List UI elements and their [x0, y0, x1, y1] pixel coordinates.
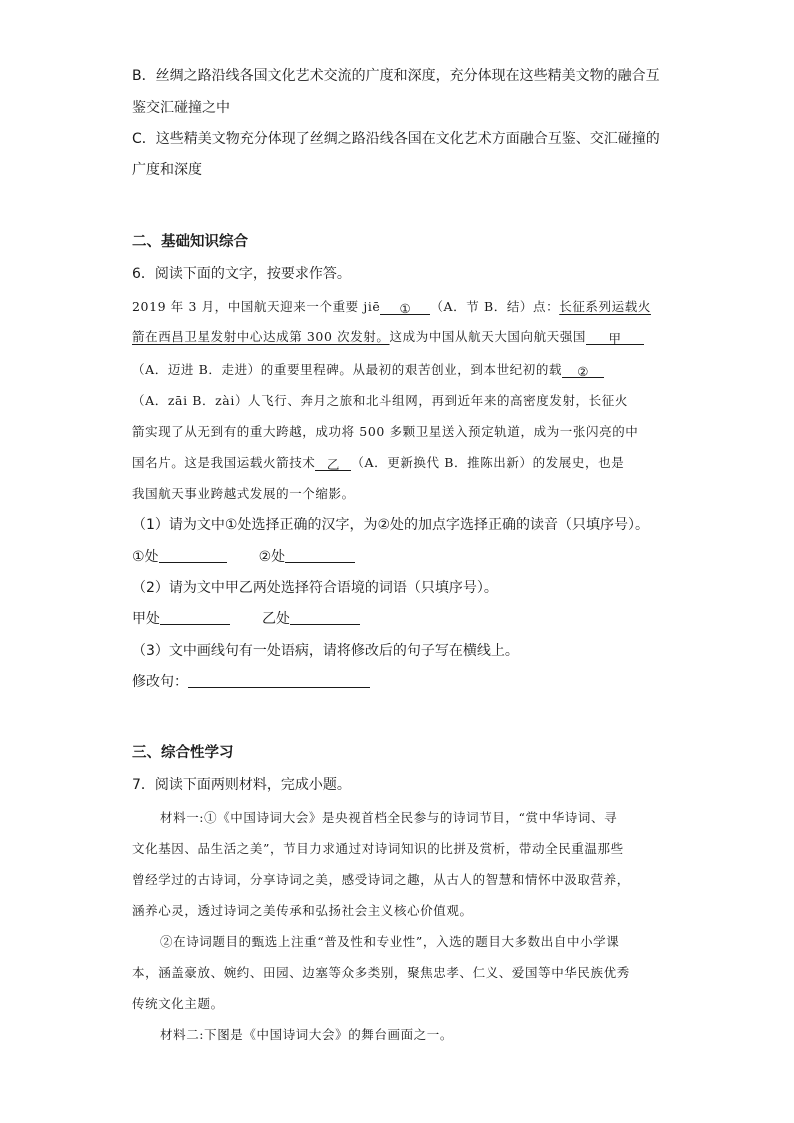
answer-row-1: [132, 547, 355, 567]
material-1-line3: 曾经学过的古诗词，分享诗词之美，感受诗词之趣，从古人的智慧和情怀中汲取营养，: [132, 872, 630, 887]
passage-text: （A．更新换代 B．推陈出新）的发展史，也是: [351, 455, 625, 470]
underlined-sentence: 长征系列运载火: [559, 299, 651, 314]
underlined-sentence: 箭在西昌卫星发射中心达成第 300 次发射。: [132, 329, 390, 344]
answer-label: 甲处: [132, 611, 160, 627]
passage-text: （A．节 B．结）点：: [430, 299, 560, 314]
passage-text: 这成为中国从航天大国向航天强国: [389, 329, 587, 344]
passage-line-4: （A．zāi B．zài）人飞行、奔月之旅和北斗组网，再到近年来的高密度发射，长征火: [132, 393, 628, 408]
passage-line-5: 箭实现了从无到有的重大跨越，成功将 500 多颗卫星送入预定轨道，成为一张闪亮的中: [132, 424, 639, 439]
section-heading-3: 三、综合性学习: [132, 745, 234, 761]
passage-text: 2019 年 3 月，中国航天迎来一个重要 jiē: [132, 299, 381, 314]
answer-blank[interactable]: [285, 547, 355, 563]
option-c-line2: 广度和深度: [132, 162, 202, 178]
answer-blank[interactable]: [188, 672, 370, 688]
answer-row-2: [132, 609, 360, 629]
blank-1: ①: [380, 299, 430, 315]
passage-line-1: [132, 297, 651, 317]
question-7-intro: 7．阅读下面两则材料，完成小题。: [132, 777, 351, 793]
answer-blank[interactable]: [290, 609, 360, 625]
question-6-1: （1）请为文中①处选择正确的汉字，为②处的加点字选择正确的读音（只填序号）。: [132, 517, 650, 533]
blank-2: ②: [562, 362, 604, 378]
material-1-para2-line2: 本，涵盖豪放、婉约、田园、边塞等众多类别，聚焦忠孝、仁义、爱国等中华民族优秀: [132, 965, 630, 980]
answer-row-3: [132, 672, 370, 692]
question-6-2: （2）请为文中甲乙两处选择符合语境的词语（只填序号）。: [132, 580, 498, 596]
material-1-line2: 文化基因、品生活之美”，节目力求通过对诗词知识的比拼及赏析，带动全民重温那些: [132, 841, 624, 856]
material-1-line4: 涵养心灵，透过诗词之美传承和弘扬社会主义核心价值观。: [132, 903, 473, 918]
answer-blank[interactable]: [159, 547, 227, 563]
passage-line-3: [132, 360, 604, 380]
material-2-line1: 材料二:下图是《中国诗词大会》的舞台画面之一。: [160, 1027, 454, 1042]
blank-jia: 甲: [586, 329, 644, 345]
material-1-line1: 材料一:①《中国诗词大会》是央视首档全民参与的诗词节目，“赏中华诗词、寻: [160, 810, 618, 825]
material-1-para2-line1: ②在诗词题目的甄选上注重“普及性和专业性”，入选的题目大多数出自中小学课: [160, 934, 620, 949]
answer-label: ②处: [258, 549, 286, 565]
section-heading-2: 二、基础知识综合: [132, 234, 248, 250]
question-6-3: （3）文中画线句有一处语病，请将修改后的句子写在横线上。: [132, 643, 519, 659]
material-1-para2-line3: 传统文化主题。: [132, 996, 224, 1011]
answer-label: 乙处: [262, 611, 290, 627]
passage-line-7: 我国航天事业跨越式发展的一个缩影。: [132, 486, 355, 501]
passage-text: 国名片。这是我国运载火箭技术: [132, 455, 316, 470]
option-c-line1: C．这些精美文物充分体现了丝绸之路沿线各国在文化艺术方面融合互鉴、交汇碰撞的: [132, 131, 660, 147]
passage-line-6: [132, 453, 624, 473]
question-6-intro: 6．阅读下面的文字，按要求作答。: [132, 266, 351, 282]
answer-blank[interactable]: [160, 609, 230, 625]
answer-label: ①处: [132, 549, 159, 565]
passage-text: （A．迈进 B．走进）的重要里程碑。从最初的艰苦创业，到本世纪初的载: [132, 362, 563, 377]
option-b-line1: B．丝绸之路沿线各国文化艺术交流的广度和深度，充分体现在这些精美文物的融合互: [132, 68, 660, 84]
option-b-line2: 鉴交汇碰撞之中: [132, 100, 230, 116]
passage-line-2: [132, 327, 644, 347]
answer-label: 修改句：: [132, 674, 188, 690]
blank-yi: 乙: [315, 455, 351, 471]
